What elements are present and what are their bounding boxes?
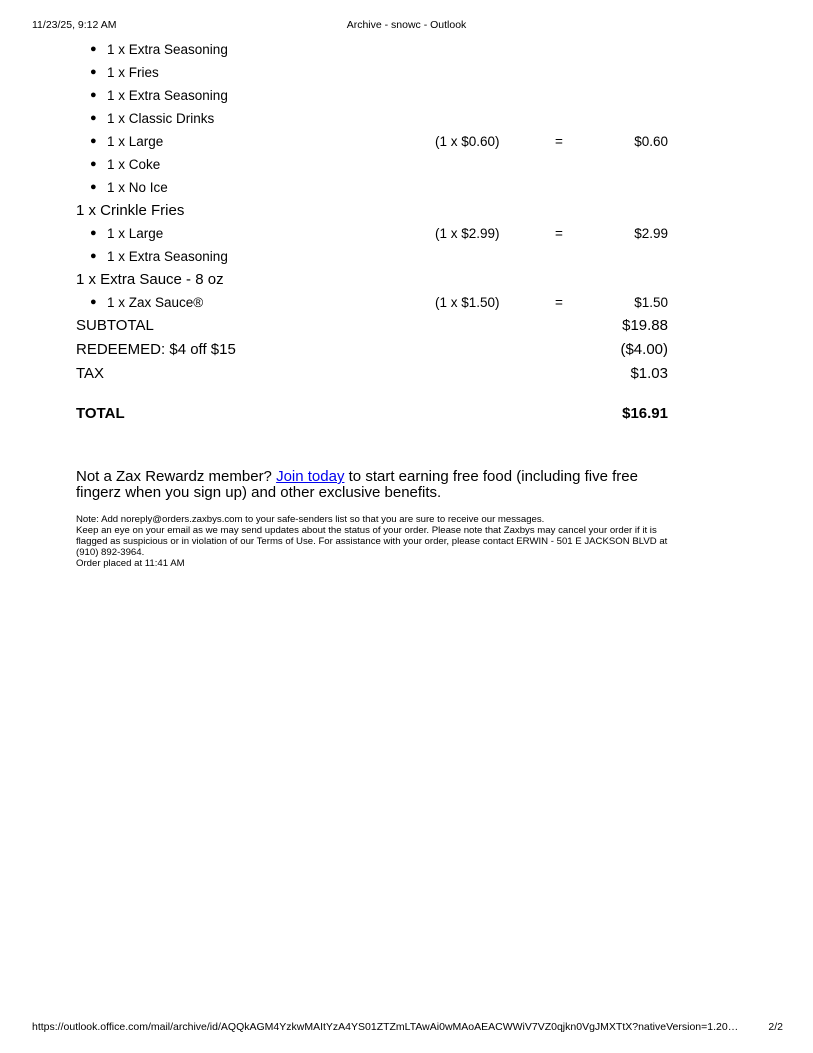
order-subitem — [76, 84, 668, 107]
subitem-name: 1 x Coke — [107, 157, 161, 172]
order-subitem — [76, 245, 668, 268]
print-date: 11/23/25, 9:12 AM — [32, 19, 117, 31]
line-amount: $1.50 — [634, 295, 668, 310]
line-amount: $0.60 — [634, 134, 668, 149]
order-item — [76, 199, 668, 222]
subitem-name: 1 x Classic Drinks — [107, 111, 215, 126]
promo-text-after: to start earning free food (including five free fingerz when you sign up) and other exclusive benefits. — [76, 468, 638, 501]
promo-text-before: Not a Zax Rewardz member? — [76, 468, 277, 485]
rewards-promo — [76, 469, 656, 501]
order-subitem — [76, 107, 668, 130]
tax-value: $1.03 — [630, 365, 668, 382]
bullet-icon: ● — [90, 227, 97, 239]
equals-sign: = — [555, 226, 563, 241]
order-subitem — [76, 176, 668, 199]
tax-row — [76, 362, 668, 386]
bullet-icon: ● — [90, 250, 97, 262]
note-order-status: Keep an eye on your email as we may send updates about the status of your order. Please note that Zaxbys may cancel your order if it is flagged as suspicious or in violation of our Terms of Use. For assistance with your order, please contact ERWIN - 501 E JACKSON BLVD at (910) 892-3964. — [76, 525, 668, 558]
subitem-name: 1 x Extra Seasoning — [107, 249, 228, 264]
bullet-icon: ● — [90, 135, 97, 147]
redeemed-row — [76, 338, 668, 362]
total-row — [76, 402, 668, 426]
subtotal-value: $19.88 — [622, 317, 668, 334]
order-subitem — [76, 61, 668, 84]
bullet-icon: ● — [90, 296, 97, 308]
join-today-link[interactable]: Join today — [276, 468, 345, 485]
equals-sign: = — [555, 134, 563, 149]
order-subitem — [76, 291, 668, 314]
subitem-name: 1 x Fries — [107, 65, 159, 80]
subitem-name: 1 x Extra Seasoning — [107, 88, 228, 103]
subitem-name: 1 x Extra Seasoning — [107, 42, 228, 57]
total-value: $16.91 — [622, 405, 668, 422]
note-safe-senders: Note: Add noreply@orders.zaxbys.com to your safe-senders list so that you are sure to receive our messages. — [76, 514, 545, 525]
subitem-name: 1 x Large — [107, 226, 164, 241]
print-footer — [32, 1021, 783, 1035]
redeemed-value: ($4.00) — [620, 341, 668, 358]
subitem-name: 1 x Large — [107, 134, 164, 149]
unit-price: (1 x $2.99) — [435, 226, 500, 241]
order-item — [76, 268, 668, 291]
item-name: 1 x Crinkle Fries — [76, 202, 185, 219]
order-subitem — [76, 222, 668, 245]
total-label: TOTAL — [76, 405, 125, 422]
unit-price: (1 x $0.60) — [435, 134, 500, 149]
unit-price: (1 x $1.50) — [435, 295, 500, 310]
note-order-placed: Order placed at 11:41 AM — [76, 558, 185, 569]
subtotal-row — [76, 314, 668, 338]
order-subitem — [76, 153, 668, 176]
bullet-icon: ● — [90, 43, 97, 55]
print-title: Archive - snowc - Outlook — [346, 19, 467, 31]
bullet-icon: ● — [90, 89, 97, 101]
page-url: https://outlook.office.com/mail/archive/id/AQQkAGM4YzkwMAItYzA4YS01ZTZmLTAwAi0wMAoAEACWWiV7VZ0qjkn0VgJMXTtX?nativeVersion=1.20… — [32, 1021, 739, 1033]
bullet-icon: ● — [90, 158, 97, 170]
bullet-icon: ● — [90, 181, 97, 193]
tax-label: TAX — [76, 365, 105, 382]
subitem-name: 1 x No Ice — [107, 180, 168, 195]
order-note — [76, 514, 668, 569]
subitem-name: 1 x Zax Sauce® — [107, 295, 204, 310]
print-header — [32, 19, 781, 33]
order-items — [76, 38, 668, 314]
email-body — [76, 38, 668, 569]
bullet-icon: ● — [90, 66, 97, 78]
order-subitem — [76, 38, 668, 61]
page-number: 2/2 — [768, 1021, 783, 1033]
equals-sign: = — [555, 295, 563, 310]
order-subitem — [76, 130, 668, 153]
line-amount: $2.99 — [634, 226, 668, 241]
item-name: 1 x Extra Sauce - 8 oz — [76, 271, 224, 288]
subtotal-label: SUBTOTAL — [76, 317, 154, 334]
bullet-icon: ● — [90, 112, 97, 124]
redeemed-label: REDEEMED: $4 off $15 — [76, 341, 236, 358]
